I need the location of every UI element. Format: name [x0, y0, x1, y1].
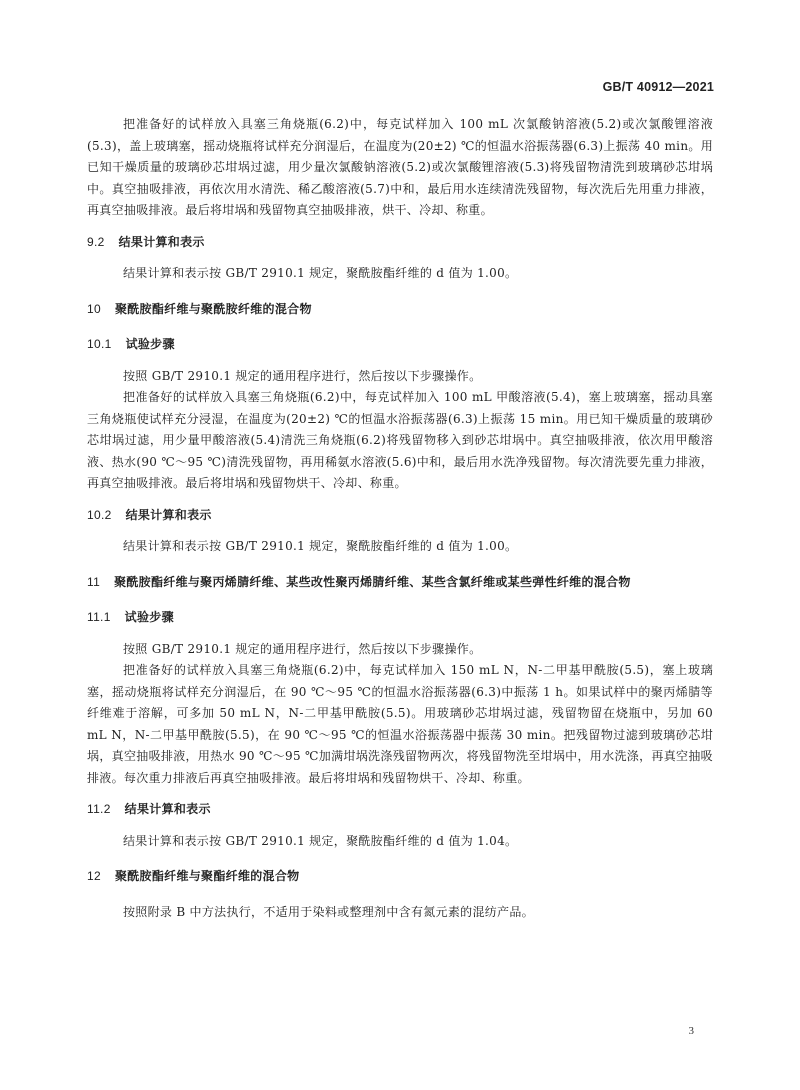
heading-9-2 [87, 232, 713, 254]
heading-number: 12 [87, 869, 101, 883]
document-body [87, 114, 713, 923]
standard-code: GB/T 40912—2021 [602, 80, 714, 94]
heading-10-2 [87, 505, 713, 527]
heading-number: 10.2 [87, 507, 112, 522]
page-number: 3 [688, 1025, 694, 1037]
heading-title: 结果计算和表示 [118, 234, 205, 249]
heading-number: 11 [87, 574, 101, 589]
heading-title: 试验步骤 [125, 337, 175, 351]
heading-number: 10 [87, 301, 101, 316]
paragraph-9-2-result: 结果计算和表示按 GB/T 2910.1 规定，聚酰胺酯纤维的 d 值为 1.00。 [123, 266, 518, 280]
heading-11 [87, 572, 713, 594]
paragraph-11-1-procedure: 把准备好的试样放入具塞三角烧瓶(6.2)中，每克试样加入 150 mL N，N-二甲基甲酰胺(5.5)，塞上玻璃塞，摇动烧瓶将试样充分润湿后，在 90 ℃～95 ℃的恒温水浴振荡器(6.3)中振荡 1 h。如果试样中的聚丙烯腈等纤维难于溶解，可多加 50 mL N，N-二甲基甲酰胺(5.5)。用玻璃砂芯坩埚过滤，残留物留在烧瓶中，另加 60 mL N，N-二甲基甲酰胺(5.5)，在 90 ℃～95 ℃的恒温水浴振荡器中振荡 30 min。把残留物过滤到玻璃砂芯坩埚，真空抽吸排液，用热水 90 ℃～95 ℃加满坩埚洗涤残留物两次，将残留物洗至坩埚中，用水洗涤，再真空抽吸排液。每次重力排液后再真空抽吸排液。最后将坩埚和残留物烘干、冷却、称重。 [87, 663, 713, 785]
heading-12 [87, 866, 713, 888]
paragraph-10-1-intro: 按照 GB/T 2910.1 规定的通用程序进行，然后按以下步骤操作。 [123, 368, 482, 383]
paragraph-12-method: 按照附录 B 中方法执行，不适用于染料或整理剂中含有氮元素的混纺产品。 [123, 904, 534, 919]
heading-title: 结果计算和表示 [124, 802, 211, 816]
heading-number: 11.2 [87, 802, 111, 816]
heading-11-2 [87, 799, 713, 821]
paragraph-11-2-result: 结果计算和表示按 GB/T 2910.1 规定，聚酰胺酯纤维的 d 值为 1.04。 [123, 833, 518, 848]
heading-10-1 [87, 334, 713, 356]
paragraph-11-1-intro: 按照 GB/T 2910.1 规定的通用程序进行，然后按以下步骤操作。 [123, 641, 482, 656]
heading-title: 聚酰胺酯纤维与聚酯纤维的混合物 [114, 869, 300, 883]
paragraph-10-2-result: 结果计算和表示按 GB/T 2910.1 规定，聚酰胺酯纤维的 d 值为 1.00。 [123, 539, 518, 553]
heading-number: 11.1 [87, 610, 111, 624]
heading-title: 聚酰胺酯纤维与聚酰胺纤维的混合物 [114, 301, 312, 316]
heading-title: 聚酰胺酯纤维与聚丙烯腈纤维、某些改性聚丙烯腈纤维、某些含氯纤维或某些弹性纤维的混合物 [114, 574, 631, 589]
paragraph-10-1-procedure: 把准备好的试样放入具塞三角烧瓶(6.2)中，每克试样加入 100 mL 甲酸溶液(5.4)，塞上玻璃塞，摇动具塞三角烧瓶使试样充分浸湿，在温度为(20±2) ℃的恒温水浴振荡器(6.3)上振荡 15 min。用已知干燥质量的玻璃砂芯坩埚过滤，用少量甲酸溶液(5.4)清洗三角烧瓶(6.2)将残留物移入到砂芯坩埚中。真空抽吸排液，依次用甲酸溶液、热水(90 ℃～95 ℃)清洗残留物，再用稀氨水溶液(5.6)中和，最后用水洗净残留物。每次清洗要先重力排液，再真空抽吸排液。最后将坩埚和残留物烘干、冷却、称重。 [87, 390, 713, 490]
paragraph-9-1-procedure: 把准备好的试样放入具塞三角烧瓶(6.2)中，每克试样加入 100 mL 次氯酸钠溶液(5.2)或次氯酸锂溶液(5.3)，盖上玻璃塞，摇动烧瓶将试样充分润湿后，在温度为(20±2) ℃的恒温水浴振荡器(6.3)上振荡 40 min。用已知干燥质量的玻璃砂芯坩埚过滤，用少量次氯酸钠溶液(5.2)或次氯酸锂溶液(5.3)将残留物清洗到玻璃砂芯坩埚中。真空抽吸排液，再依次用水清洗、稀乙酸溶液(5.7)中和，最后用水连续清洗残留物，每次洗后先用重力排液，再真空抽吸排液。最后将坩埚和残留物真空抽吸排液，烘干、冷却、称重。 [87, 117, 713, 217]
heading-11-1 [87, 607, 713, 629]
heading-number: 9.2 [87, 234, 105, 249]
heading-title: 试验步骤 [124, 610, 174, 624]
heading-number: 10.1 [87, 337, 112, 351]
heading-title: 结果计算和表示 [125, 507, 212, 522]
heading-10 [87, 299, 713, 321]
